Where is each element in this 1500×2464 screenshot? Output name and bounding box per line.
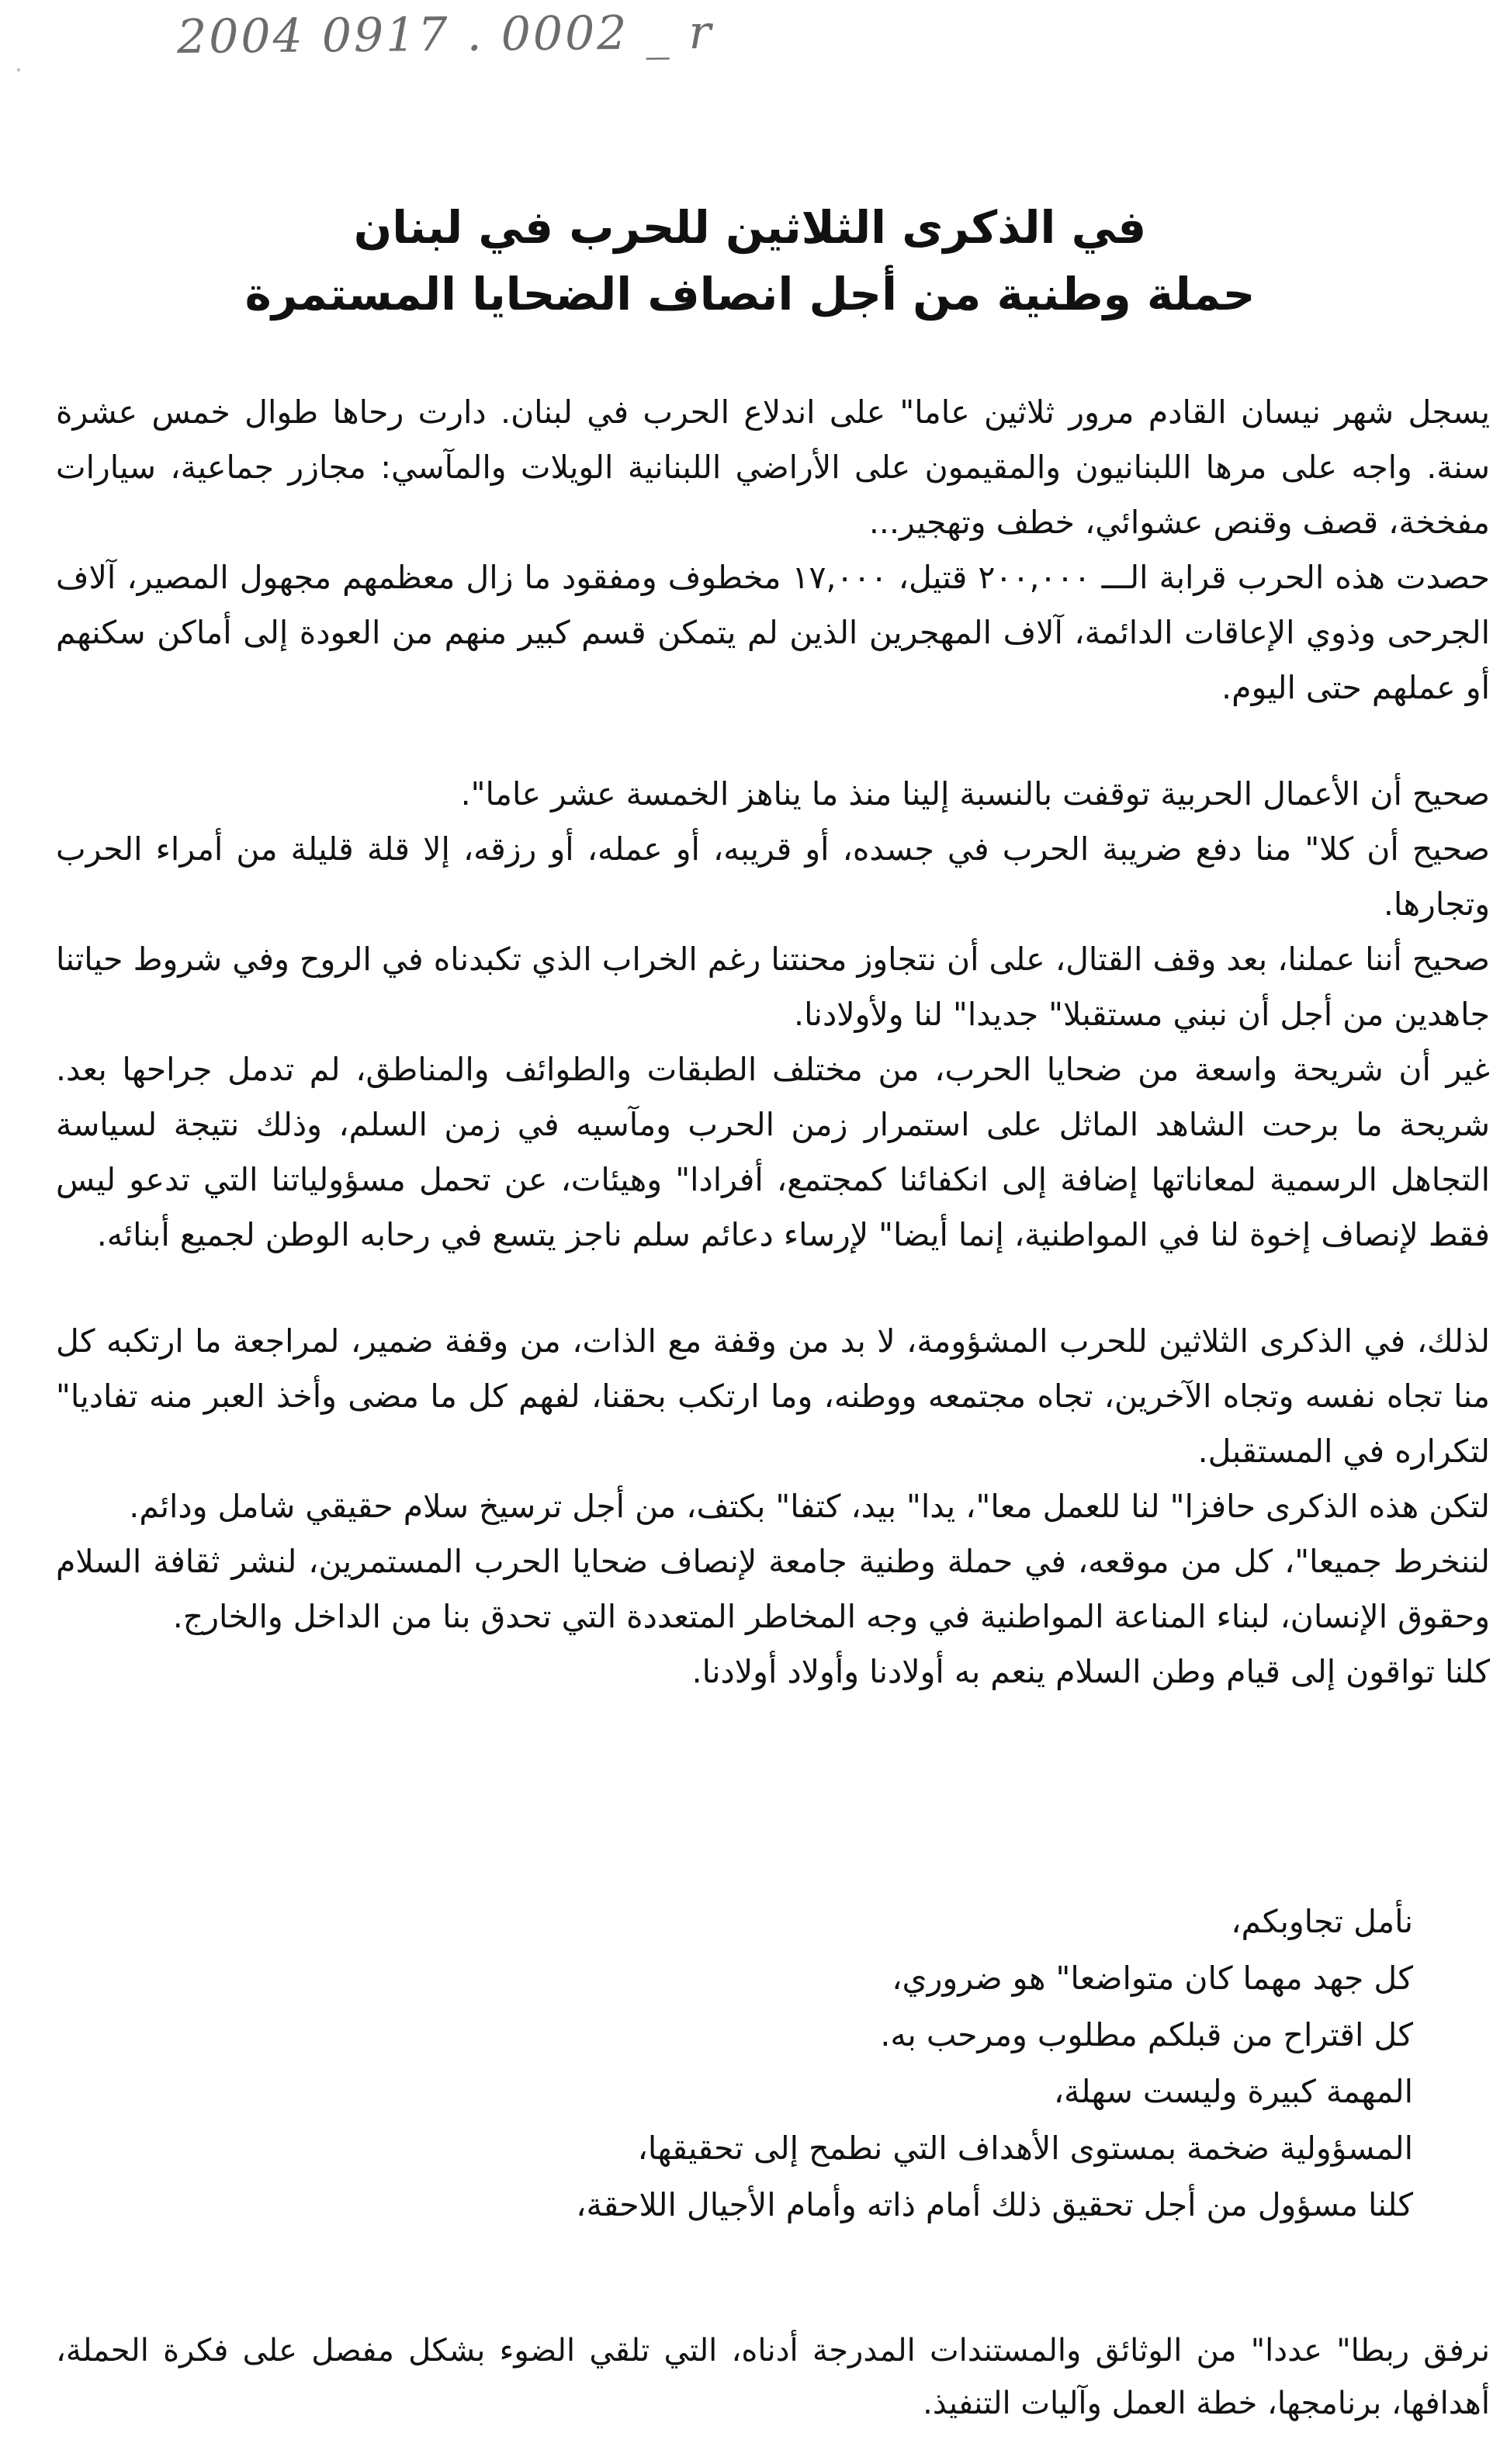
- paragraph-victims-wounds: غير أن شريحة واسعة من ضحايا الحرب، من مختلف الطبقات والطوائف والمناطق، لم تدمل جراحها بعد. شريحة ما برحت الشاهد الماثل على استمرار زمن الحرب ومآسيه في زمن السلم، وذلك نتيجة لسياسة التجاهل الرسمية لمعاناتها إضافة إلى انكفائنا كمجتمع، أفرادا" وهيئات، عن تحمل مسؤولياتنا التي تدعو ليس فقط لإنصاف إخوة لنا في المواطنية، إنما أيضا" لإرساء دعائم سلم ناجز يتسع في رحابه الوطن لجميع أبنائه.: [56, 1051, 1490, 1253]
- paragraph-spacer: [56, 1263, 1490, 1314]
- paragraph-rebuilding: صحيح أننا عملنا، بعد وقف القتال، على أن نتجاوز محنتنا رغم الخراب الذي تكبدناه في الروح وفي شروط حياتنا جاهدين من أجل أن نبني مستقبلا" جديدا" لنا ولأولادنا.: [56, 941, 1490, 1033]
- attachment-note: نرفق ربطا" عددا" من الوثائق والمستندات المدرجة أدناه، التي تلقي الضوء بشكل مفصل على فكرة الحملة، أهدافها، برنامجها، خطة العمل وآليات التنفيذ.: [56, 2333, 1490, 2421]
- paragraph-motivation: لتكن هذه الذكرى حافزا" لنا للعمل معا"، يدا" بيد، كتفا" بكتف، من أجل ترسيخ سلام حقيقي شامل ودائم.: [129, 1488, 1490, 1525]
- paragraph-spacer: [56, 716, 1490, 767]
- closing-line: كل اقتراح من قبلكم مطلوب ومرحب به.: [880, 2016, 1413, 2053]
- paragraph-hostilities-stopped: صحيح أن الأعمال الحربية توقفت بالنسبة إلينا منذ ما يناهز الخمسة عشر عاما".: [460, 775, 1490, 813]
- title-line-2: حملة وطنية من أجل انصاف الضحايا المستمرة: [244, 268, 1256, 321]
- scan-speck: [17, 68, 20, 71]
- paragraph-war-casualties: حصدت هذه الحرب قرابة الـــ ٢٠٠,٠٠٠ قتيل، ١٧,٠٠٠ مخطوف ومفقود ما زال معظمهم مجهول المصير، آلاف الجرحى وذوي الإعاقات الدائمة، آلاف المهجرين الذين لم يتمكن قسم كبير منهم من العودة إلى أماكن سكنهم أو عملهم حتى اليوم.: [56, 559, 1490, 706]
- document-body: [56, 385, 1490, 1700]
- paragraph-war-anniversary: يسجل شهر نيسان القادم مرور ثلاثين عاما" على اندلاع الحرب في لبنان. دارت رحاها طوال خمس عشرة سنة. واجه على مرها اللبنانيون والمقيمون على الأراضي اللبنانية الويلات والمآسي: مجازر جماعية، سيارات مفخخة، قصف وقنص عشوائي، خطف وتهجير...: [56, 393, 1490, 541]
- paragraph-national-campaign: لننخرط جميعا"، كل من موقعه، في حملة وطنية جامعة لإنصاف ضحايا الحرب المستمرين، لنشر ثقافة السلام وحقوق الإنسان، لبناء المناعة المواطنية في وجه المخاطر المتعددة التي تحدق بنا من الداخل والخارج.: [56, 1543, 1490, 1635]
- document-title: [155, 194, 1345, 327]
- closing-line: كل جهد مهما كان متواضعا" هو ضروري،: [892, 1960, 1413, 1997]
- closing-line: المهمة كبيرة وليست سهلة،: [1053, 2073, 1413, 2110]
- title-line-1: في الذكرى الثلاثين للحرب في لبنان: [353, 201, 1147, 254]
- closing-appeal: [0, 1894, 1500, 2234]
- paragraph-war-tax: صحيح أن كلا" منا دفع ضريبة الحرب في جسده، أو قريبه، أو عمله، أو رزقه، إلا قلة قليلة من أمراء الحرب وتجارها.: [56, 830, 1490, 923]
- closing-line: المسؤولية ضخمة بمستوى الأهداف التي نطمح إلى تحقيقها،: [637, 2130, 1413, 2167]
- paragraph-homeland-of-peace: كلنا تواقون إلى قيام وطن السلام ينعم به أولادنا وأولاد أولادنا.: [691, 1653, 1490, 1690]
- handwritten-reference-number: 2004 0917 . 0002 _ r: [176, 5, 714, 65]
- closing-line: نأمل تجاوبكم،: [1231, 1903, 1413, 1940]
- closing-line: كلنا مسؤول من أجل تحقيق ذلك أمام ذاته وأمام الأجيال اللاحقة،: [576, 2186, 1413, 2223]
- paragraph-self-reflection: لذلك، في الذكرى الثلاثين للحرب المشؤومة، لا بد من وقفة مع الذات، من وقفة ضمير، لمراجعة ما ارتكبه كل منا تجاه نفسه وتجاه الآخرين، تجاه مجتمعه ووطنه، وما ارتكب بحقنا، لفهم كل ما مضى وأخذ العبر منه تفاديا" لتكراره في المستقبل.: [56, 1322, 1490, 1470]
